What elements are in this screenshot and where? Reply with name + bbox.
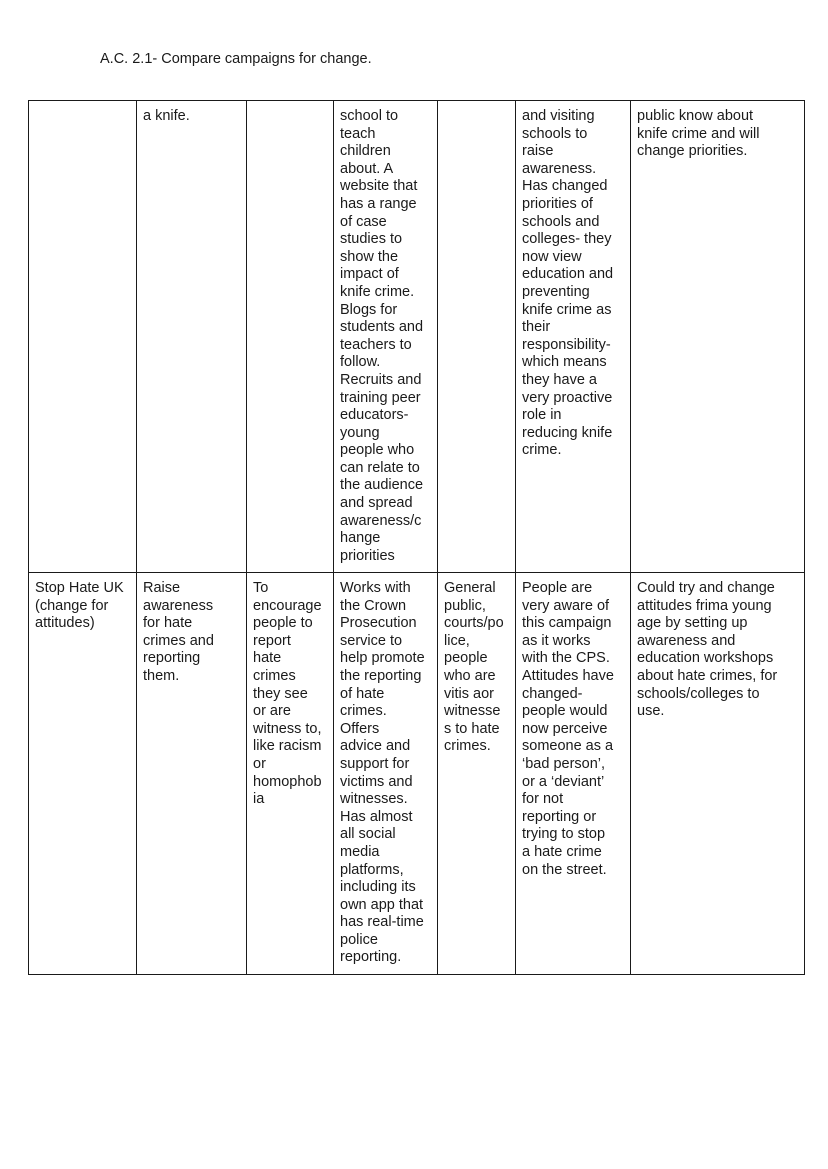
table-cell: Works with the Crown Prosecution service to help promote the reporting of hate crimes. Offers advice and support for victims and witnesses. Has almost all social media platforms, including its own app that has real-time police reporting. bbox=[334, 573, 438, 975]
table-cell: a knife. bbox=[137, 101, 247, 573]
table-row bbox=[29, 573, 805, 975]
table-cell: and visiting schools to raise awareness. Has changed priorities of schools and colleges- they now view education and preventing knife crime as their responsibility- which means they have a very proactive role in reducing knife crime. bbox=[516, 101, 631, 573]
table-cell bbox=[247, 101, 334, 573]
campaign-comparison-table bbox=[28, 100, 805, 975]
table-cell: Raise awareness for hate crimes and reporting them. bbox=[137, 573, 247, 975]
table-cell: General public, courts/po lice, people who are vitis aor witnesse s to hate crimes. bbox=[438, 573, 516, 975]
table-cell: To encourage people to report hate crimes they see or are witness to, like racism or homophob ia bbox=[247, 573, 334, 975]
table-cell: public know about knife crime and will change priorities. bbox=[631, 101, 805, 573]
table-cell: People are very aware of this campaign as it works with the CPS. Attitudes have changed- people would now perceive someone as a ‘bad person’, or a ‘deviant’ for not reporting or trying to stop a hate crime on the street. bbox=[516, 573, 631, 975]
table-cell: school to teach children about. A website that has a range of case studies to show the impact of knife crime. Blogs for students and teachers to follow. Recruits and training peer educators- young people who can relate to the audience and spread awareness/c hange priorities bbox=[334, 101, 438, 573]
page-heading: A.C. 2.1- Compare campaigns for change. bbox=[100, 51, 372, 67]
table-cell: Stop Hate UK (change for attitudes) bbox=[29, 573, 137, 975]
table-row bbox=[29, 101, 805, 573]
table-cell bbox=[438, 101, 516, 573]
table-cell: Could try and change attitudes frima young age by setting up awareness and education workshops about hate crimes, for schools/colleges to use. bbox=[631, 573, 805, 975]
table-cell bbox=[29, 101, 137, 573]
